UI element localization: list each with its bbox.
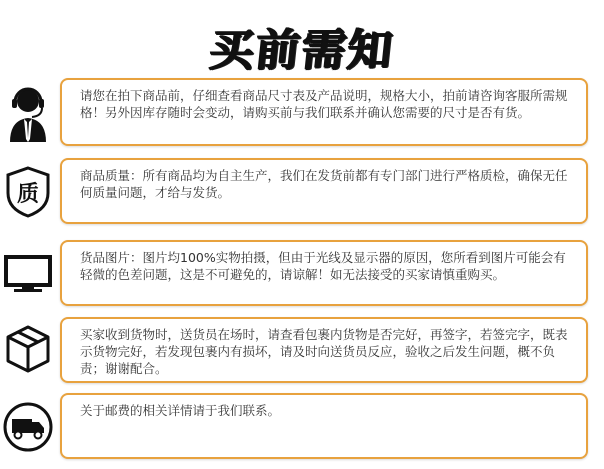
notice-text: 商品质量：所有商品均为自主生产，我们在发货前都有专门部门进行严格质检，确保无任何质量问题，才给与发货。 — [80, 168, 568, 200]
notice-box — [60, 158, 588, 224]
notice-text: 货品图片：图片均100%实物拍摄，但由于光线及显示器的原因，您所看到图片可能会有轻微的色差问题，这是不可避免的，请谅解！如无法接受的买家请慎重购买。 — [80, 250, 566, 282]
notice-box — [60, 78, 588, 146]
delivery-truck-icon — [2, 401, 54, 453]
page-title: 买前需知 — [206, 25, 397, 76]
notice-text: 请您在拍下商品前，仔细查看商品尺寸表及产品说明，规格大小，拍前请咨询客服所需规格！另外因库存随时会变动，请购买前与我们联系并确认您需要的尺寸是否有货。 — [80, 88, 568, 120]
notice-box — [60, 393, 588, 459]
svg-text:质: 质 — [16, 182, 40, 207]
notice-text: 买家收到货物时，送货员在场时，请查看包裹内货物是否完好，再签字，若签完字，既表示货物完好，若发现包裹内有损坏，请及时向送货员反应，验收之后发生问题，概不负责；谢谢配合。 — [80, 327, 568, 376]
notice-box — [60, 317, 588, 383]
notice-text: 关于邮费的相关详情请于我们联系。 — [80, 403, 281, 418]
quality-badge-icon — [2, 165, 54, 217]
notice-box — [60, 240, 588, 306]
monitor-icon — [2, 254, 54, 306]
customer-service-icon — [2, 84, 54, 136]
package-box-icon — [2, 323, 54, 375]
